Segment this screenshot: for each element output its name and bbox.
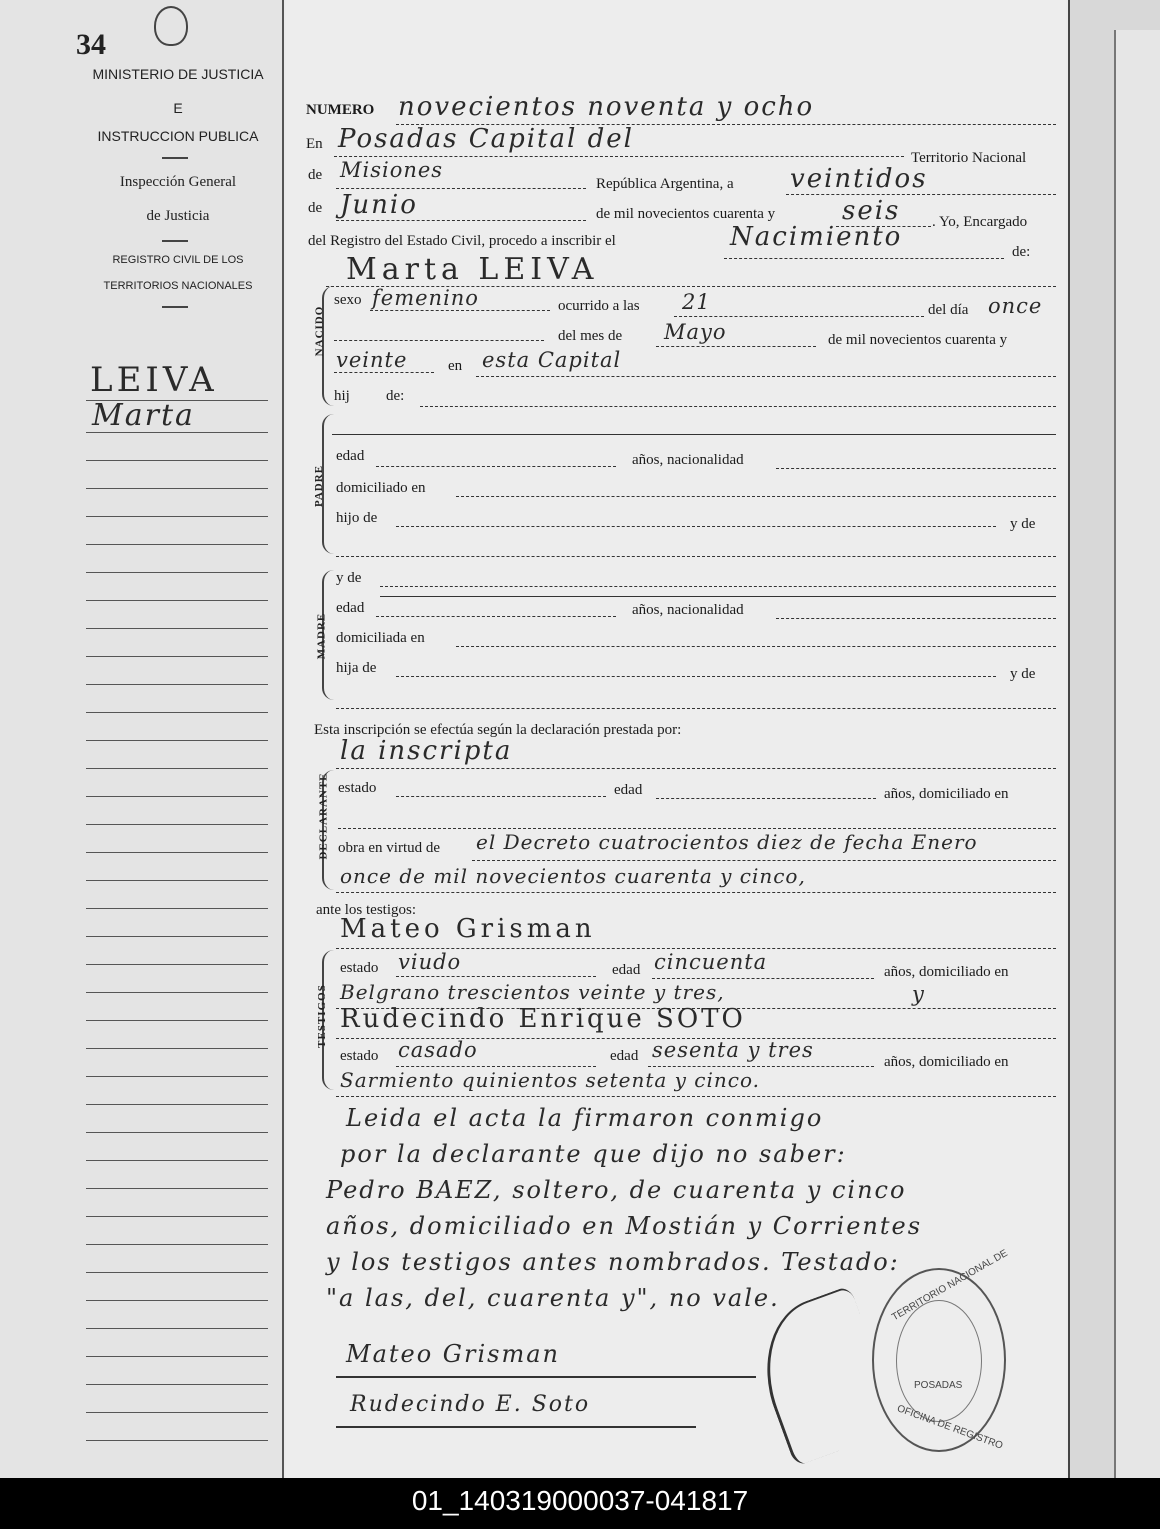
testigo1-edad-value: cincuenta (654, 950, 768, 974)
note-line-2: por la declarante que dijo no saber: (340, 1140, 847, 1168)
fill-line (656, 346, 816, 347)
inspection-line-2: de Justicia (146, 208, 210, 224)
fill-line (456, 646, 1056, 647)
fill-line (396, 796, 606, 797)
testigo1-edad-label: edad (612, 962, 641, 978)
civil-registry-form (286, 0, 1066, 1478)
year-value: seis (842, 196, 901, 226)
fill-line (456, 496, 1056, 497)
coat-of-arms-icon (154, 6, 188, 46)
testigos-section-label: TESTIGOS (315, 984, 328, 1048)
margin-surname: LEIVA (90, 360, 218, 400)
month-value: Junio (340, 190, 418, 220)
numero-label: NUMERO (306, 102, 375, 118)
fill-line (724, 258, 1004, 259)
territorio-label: Territorio Nacional (911, 150, 1027, 166)
inscripcion-label: Esta inscripción se efectúa según la declaración prestada por: (314, 722, 682, 738)
signature-line (336, 1426, 696, 1428)
de-label: de (308, 167, 323, 183)
fill-line (396, 676, 996, 677)
testigo1-domicilio-value: Belgrano trescientos veinte y tres, (340, 980, 725, 1004)
fill-line (332, 434, 1056, 435)
madre-nacionalidad-label: años, nacionalidad (632, 602, 744, 618)
fill-line (336, 220, 586, 221)
registry-line-2: TERRITORIOS NACIONALES (103, 280, 253, 292)
fill-line (376, 616, 616, 617)
declarante-domicilio-label: años, domiciliado en (884, 786, 1009, 802)
declarante-section-label: DECLARANTE (317, 772, 330, 860)
seal-text-top: TERRITORIO NACIONAL DE (890, 1247, 1010, 1324)
lugar-value: esta Capital (482, 348, 622, 372)
padre-edad-label: edad (336, 448, 365, 464)
fill-line (334, 340, 544, 341)
fill-line (776, 618, 1056, 619)
official-seal (872, 1247, 1010, 1452)
sexo-value: femenino (372, 286, 479, 310)
hij-label: hij (334, 388, 350, 404)
day-value: veintidos (790, 164, 928, 194)
signature-2: Rudecindo E. Soto (350, 1392, 591, 1417)
ministry-line-1: MINISTERIO DE JUSTICIA (92, 66, 264, 82)
nombre-value: Marta LEIVA (346, 252, 599, 287)
testigo2-domicilio-label: años, domiciliado en (884, 1054, 1009, 1070)
testigo2-edad-value: sesenta y tres (652, 1038, 814, 1062)
madre-edad-label: edad (336, 600, 365, 616)
sexo-label: sexo (334, 292, 362, 308)
acto-value: Nacimiento (730, 222, 903, 252)
fill-line (476, 376, 1056, 377)
fill-line (336, 892, 1056, 893)
padre-y-de-label: y de (1010, 516, 1036, 532)
padre-section-label: PADRE (313, 464, 326, 508)
adjacent-page (1114, 30, 1160, 1478)
madre-domicilio-label: domiciliada en (336, 630, 425, 646)
fill-line (786, 194, 1056, 195)
fill-line (652, 978, 874, 979)
testigo2-nombre: Rudecindo Enrique SOTO (340, 1004, 746, 1034)
anio-value: veinte (336, 348, 408, 372)
madre-hija-de-label: hija de (336, 660, 377, 676)
fill-line (420, 406, 1056, 407)
signature-line (336, 1376, 756, 1378)
republica-label: República Argentina, a (596, 176, 734, 192)
divider (162, 240, 188, 242)
mil-label: de mil novecientos cuarenta y (828, 332, 1008, 348)
en2-label: en (448, 358, 463, 374)
registry-line-1: REGISTRO CIVIL DE LOS (112, 254, 244, 266)
de4-label: de: (386, 388, 405, 404)
testigo1-estado-value: viudo (398, 950, 462, 974)
obra-label: obra en virtud de (338, 840, 441, 856)
declarante-value: la inscripta (340, 736, 513, 766)
inspection-line-1: Inspección General (119, 174, 237, 190)
padre-nacionalidad-label: años, nacionalidad (632, 452, 744, 468)
divider (162, 157, 188, 159)
page-number: 34 (76, 28, 106, 61)
fill-line (336, 708, 1056, 709)
testigo2-estado-label: estado (340, 1048, 379, 1064)
fill-line (334, 372, 434, 373)
ministry-line-2: E (173, 100, 183, 116)
fill-line (380, 596, 1056, 597)
image-id-footer: 01_140319000037-041817 (0, 1478, 1160, 1529)
fill-line (336, 556, 1056, 557)
fill-line (396, 1066, 596, 1067)
de2-label: de (308, 200, 323, 216)
obra-value: el Decreto cuatrocientos diez de fecha Enero (476, 830, 978, 854)
hora-value: 21 (682, 290, 711, 314)
obra-value-2: once de mil novecientos cuarenta y cinco, (340, 864, 806, 888)
madre-y-de-label: y de (336, 570, 362, 586)
en-label: En (306, 136, 323, 152)
note-line-6: "a las, del, cuarenta y", no vale. (326, 1284, 780, 1312)
note-line-4: años, domiciliado en Mostián y Corrientes (326, 1212, 923, 1240)
testigo1-estado-label: estado (340, 960, 379, 976)
de3-label: de: (1012, 244, 1031, 260)
fill-line (776, 468, 1056, 469)
padre-hijo-de-label: hijo de (336, 510, 378, 526)
fill-line (336, 1096, 1056, 1097)
del-mes-label: del mes de (558, 328, 623, 344)
signature-1: Mateo Grisman (346, 1340, 560, 1368)
testigo2-edad-label: edad (610, 1048, 639, 1064)
ante-label: ante los testigos: (316, 902, 416, 918)
testigo1-domicilio-label: años, domiciliado en (884, 964, 1009, 980)
mes-value: Mayo (664, 320, 727, 344)
madre-section-label: MADRE (315, 612, 328, 660)
adjacent-page-edge (1068, 0, 1160, 1478)
declarante-estado-label: estado (338, 780, 377, 796)
fill-line (656, 798, 876, 799)
ocurrido-label: ocurrido a las (558, 298, 640, 314)
fill-line (396, 976, 596, 977)
seal-text-bottom: OFICINA DE REGISTRO (895, 1403, 1005, 1452)
declarante-edad-label: edad (614, 782, 643, 798)
dia-value: once (988, 294, 1043, 318)
fill-line (336, 948, 1056, 949)
fill-line (334, 156, 904, 157)
ministry-line-3: INSTRUCCION PUBLICA (97, 128, 259, 144)
year-label: de mil novecientos cuarenta y (596, 206, 776, 222)
margin-given-name: Marta (92, 398, 195, 433)
fill-line (338, 828, 1056, 829)
madre-y-de2-label: y de (1010, 666, 1036, 682)
padre-domicilio-label: domiciliado en (336, 480, 426, 496)
fill-line (376, 466, 616, 467)
fill-line (396, 526, 996, 527)
registro-label: del Registro del Estado Civil, procedo a inscribir el (308, 233, 616, 249)
fill-line (380, 586, 1056, 587)
fill-line (648, 1066, 874, 1067)
note-line-3: Pedro BAEZ, soltero, de cuarenta y cinco (326, 1176, 907, 1204)
seal-center-text: POSADAS (914, 1380, 963, 1391)
testigo1-nombre: Mateo Grisman (340, 914, 596, 944)
yo-label: . Yo, Encargado (932, 214, 1028, 230)
testigo2-estado-value: casado (398, 1038, 478, 1062)
fill-line (370, 310, 550, 311)
note-line-5: y los testigos antes nombrados. Testado: (326, 1248, 900, 1276)
divider (162, 306, 188, 308)
nacido-section-label: NACIDO (313, 305, 326, 357)
del-dia-label: del día (928, 302, 969, 318)
fill-line (336, 188, 586, 189)
en-value: Posadas Capital del (338, 124, 634, 154)
fill-line (674, 316, 924, 317)
note-line-1: Leida el acta la firmaron conmigo (346, 1104, 824, 1132)
testigo2-domicilio-value: Sarmiento quinientos setenta y cinco. (340, 1068, 761, 1092)
numero-value: novecientos noventa y ocho (398, 92, 815, 122)
province-value: Misiones (340, 158, 444, 182)
left-margin (0, 0, 284, 1478)
y-connector: y (912, 982, 925, 1006)
fill-line (336, 768, 1056, 769)
seal-emblem-icon (896, 1300, 982, 1422)
fill-line (472, 860, 1056, 861)
